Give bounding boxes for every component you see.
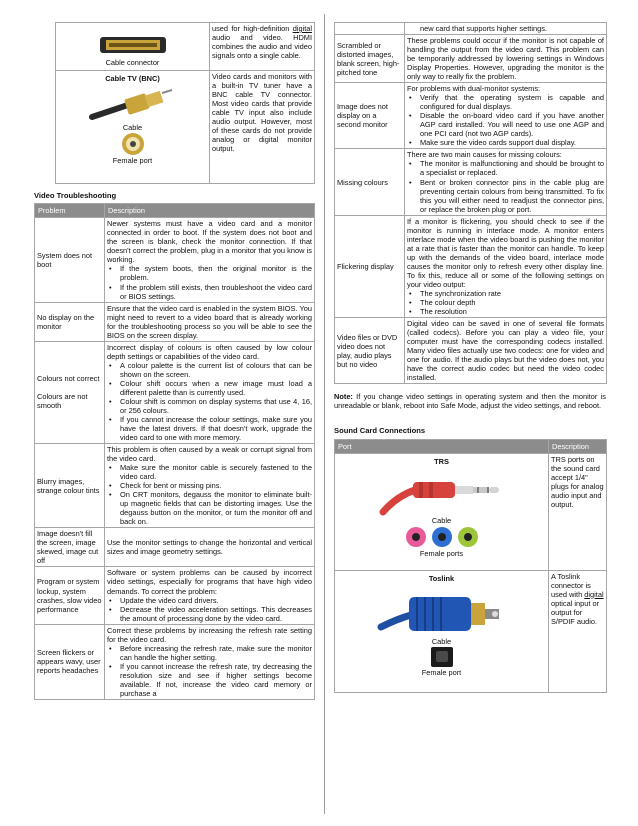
problem-cell — [35, 528, 105, 567]
sound-description-column-header: Description — [549, 439, 607, 453]
table-row — [35, 218, 315, 302]
description-text: Use the monitor settings to change the horizontal and vertical sizes and image geometry settings. — [107, 538, 312, 557]
description-cell — [105, 218, 315, 302]
bullet-item: • The colour depth — [407, 298, 604, 307]
description-text: For problems with dual-monitor systems: — [407, 84, 541, 94]
table-row — [335, 149, 607, 215]
right-column — [334, 22, 606, 693]
problem-label: No display on the monitor — [37, 312, 95, 331]
toslink-title: Toslink — [428, 573, 455, 583]
description-cell — [405, 83, 607, 149]
hdmi-connector-image — [98, 32, 168, 58]
bullet-item: • Colour shift is common on display systems that use 4, 16, or 256 colours. — [107, 397, 312, 415]
toslink-cable-image — [377, 583, 507, 637]
description-cell — [105, 567, 315, 624]
problem-cell — [35, 624, 105, 699]
hdmi-desc-pre: used for high-definition — [212, 24, 293, 33]
sound-card-heading: Sound Card Connections — [334, 426, 426, 436]
bullet-list — [107, 361, 312, 442]
bullet-item: • If the system boots, then the original monitor is the problem. — [107, 264, 312, 282]
table-row — [335, 215, 607, 317]
description-text: Software or system problems can be caused by incorrect video settings, especially for programs that have high video demands. To correct the problem: — [107, 568, 312, 596]
sound-card-table — [334, 439, 607, 693]
trs-image-cell — [335, 453, 549, 570]
problem-label: Flickering display — [337, 261, 394, 271]
video-table-header — [35, 204, 315, 218]
description-cell — [105, 528, 315, 567]
video-troubleshooting-heading: Video Troubleshooting — [34, 191, 117, 200]
problem-label: System does not boot — [37, 250, 93, 269]
continuation-text: new card that supports higher settings. — [405, 23, 607, 35]
description-text: This problem is often caused by a weak or corrupt signal from the video card. — [107, 445, 312, 464]
problem-label: Blurry images, strange colour tints — [37, 476, 100, 495]
bnc-female-label: Female port — [112, 156, 153, 166]
bullet-item: • Make sure the video cards support dual display. — [407, 138, 604, 147]
trs-title: TRS — [434, 456, 449, 466]
problem-label: Missing colours — [337, 177, 388, 187]
toslink-female-label: Female port — [421, 667, 462, 677]
problem-cell — [335, 215, 405, 317]
description-cell — [405, 35, 607, 83]
bullet-item: • The monitor is malfunctioning and should be brought to a specialist or replaced. — [407, 159, 604, 177]
table-row — [35, 624, 315, 699]
problem-cell — [35, 218, 105, 302]
bullet-item: • Check for bent or missing pins. — [107, 481, 312, 490]
bullet-item: • Update the video card drivers. — [107, 596, 312, 605]
hdmi-digital-link[interactable]: digital — [292, 24, 312, 33]
toslink-desc-pre: A Toslink connector is used with — [551, 571, 591, 599]
bullet-list — [107, 644, 312, 698]
problem-label: Image does not display on a second monitor — [337, 102, 388, 130]
bullet-item: • If you cannot increase the refresh rate, try decreasing the resolution size and see if higher settings become available. If not, increase the video card memory or purchase a — [107, 662, 312, 698]
problem-label: Video files or DVD video does not play, audio plays but no video — [337, 332, 398, 369]
bullet-list — [407, 289, 604, 316]
video-troubleshooting-table-continued — [334, 22, 607, 384]
hdmi-description — [210, 23, 315, 71]
description-cell — [105, 624, 315, 699]
description-text: Incorrect display of colours is often caused by low colour depth settings or capabilities of the video card. — [107, 342, 312, 361]
video-right-rows — [335, 35, 607, 384]
problem-label-secondary: Colours are not smooth — [37, 392, 88, 411]
problem-label: Scrambled or distorted images, blank screen, high-pitched tone — [337, 40, 400, 77]
problem-cell — [35, 341, 105, 443]
video-note — [334, 392, 606, 410]
problem-column-header: Problem — [35, 204, 105, 218]
bnc-female-port-image — [119, 132, 147, 156]
bnc-cable-image — [88, 83, 178, 123]
column-divider — [324, 14, 325, 814]
video-troubleshooting-table — [34, 203, 315, 700]
description-column-header: Description — [105, 204, 315, 218]
toslink-desc-post: optical input or output for S/PDIF audio. — [551, 598, 600, 626]
bullet-item: • If the problem still exists, then troubleshoot the video card or BIOS settings. — [107, 283, 312, 301]
bullet-item: • The synchronization rate — [407, 289, 604, 298]
hdmi-row — [56, 23, 315, 71]
problem-cell — [35, 444, 105, 528]
bullet-item: • Make sure the monitor cable is securely fastened to the video card. — [107, 463, 312, 481]
table-row — [35, 528, 315, 567]
sound-table-header — [335, 439, 607, 453]
description-cell — [405, 317, 607, 383]
bnc-title: Cable TV (BNC) — [105, 74, 160, 83]
description-text: Digital video can be saved in one of several file formats (called codecs). Before you can play a video file, your computer must have the corresponding codecs installed. Many video files actually use two codecs: one for video and one for audio. If the audio plays but the video does not, you have the correct audio codec but need the video codec installed. — [407, 318, 604, 383]
toslink-cable-label: Cable — [431, 636, 452, 646]
note-text: If you change video settings in operating system and then the monitor is unreadable or blank, reboot into Safe Mode, adjust the video settings, and reboot. — [334, 392, 606, 411]
trs-cable-label: Cable — [431, 515, 452, 525]
table-row — [35, 567, 315, 624]
table-row — [35, 444, 315, 528]
toslink-digital-link[interactable]: digital — [584, 589, 604, 599]
trs-female-ports-image — [404, 525, 480, 549]
bullet-list — [107, 596, 312, 623]
problem-cell — [335, 149, 405, 215]
toslink-row — [335, 570, 607, 692]
note-label: Note: — [334, 392, 353, 402]
hdmi-desc-post: audio and video. HDMI combines the audio and video signals onto a single cable. — [212, 33, 312, 61]
hdmi-caption: Cable connector — [105, 57, 160, 67]
bullet-item: • Before increasing the refresh rate, make sure the monitor can handle the higher setting. — [107, 644, 312, 662]
bullet-list — [407, 93, 604, 147]
trs-female-label: Female ports — [419, 548, 464, 558]
toslink-description — [549, 570, 607, 692]
description-cell — [105, 302, 315, 341]
bnc-row — [56, 71, 315, 184]
bullet-item: • If you cannot increase the colour settings, make sure you have the latest drivers. If that doesn't work, upgrade the video card to one with more memory. — [107, 415, 312, 442]
problem-cell — [335, 35, 405, 83]
description-cell — [105, 341, 315, 443]
bullet-item: • Disable the on-board video card if you have another AGP card installed. You will need to use one AGP and one PCI card (not two AGP cards). — [407, 111, 604, 138]
left-column — [34, 22, 314, 700]
bullet-item: • Colour shift occurs when a new image must load a different palette than is currently used. — [107, 379, 312, 397]
problem-cell — [335, 83, 405, 149]
problem-cell — [35, 302, 105, 341]
hdmi-image-cell — [56, 23, 210, 71]
bullet-item: • The resolution — [407, 307, 604, 316]
video-left-rows — [35, 218, 315, 700]
description-cell — [405, 215, 607, 317]
problem-label: Colours not correct — [37, 374, 100, 384]
table-row — [35, 341, 315, 443]
video-connectors-table — [55, 22, 315, 184]
bullet-item: • Decrease the video acceleration settings. This decreases the amount of processing done by the video card. — [107, 605, 312, 623]
table-row — [335, 35, 607, 83]
description-text: Correct these problems by increasing the refresh rate setting for the video card. — [107, 625, 312, 644]
trs-cable-image — [377, 466, 507, 516]
table-row — [335, 83, 607, 149]
bullet-item: • Bent or broken connector pins in the cable plug are preventing certain colours from being transmitted. To fix this you will either need to readjust the connector pins, or replace the broken plug or port. — [407, 178, 604, 214]
bullet-item: • A colour palette is the current list of colours that can be shown on the screen. — [107, 361, 312, 379]
bullet-item: • On CRT monitors, degauss the monitor to eliminate built-up magnetic fields that can be distorting images. Use the degauss button on the monitor, or turn the monitor off and back on. — [107, 490, 312, 526]
bullet-list — [407, 159, 604, 213]
description-cell — [405, 149, 607, 215]
description-text: Ensure that the video card is enabled in the system BIOS. You might need to revert to a video board that is already working for the troubleshooting process so you will be able to see the BIOS on the screen display. — [107, 303, 312, 340]
description-text: There are two main causes for missing colours: — [407, 150, 562, 160]
description-cell — [105, 444, 315, 528]
trs-row — [335, 453, 607, 570]
description-text: These problems could occur if the monitor is not capable of handling the output from the video card. This problem can be temporarily addressed by lowering settings in Windows Display Properties. However, upgrading the monitor is the only way to really fix the problem. — [407, 36, 604, 82]
table-row — [35, 302, 315, 341]
problem-label: Program or system lockup, system crashes, slow video performance — [37, 577, 102, 614]
port-column-header: Port — [335, 439, 549, 453]
problem-cell — [35, 567, 105, 624]
problem-label: Screen flickers or appears wavy, user reports headaches — [37, 648, 101, 676]
description-text: If a monitor is flickering, you should check to see if the monitor is running in interlace mode. A monitor enters interlace mode when the video board is pushing the monitor at a rate that is faster than the monitor can handle. To keep up with the demands of the video board, interlace mode causes the monitor only to refresh every other display line. To fix this, reduce all or some of the following settings on your video output: — [407, 216, 604, 289]
problem-label: Image doesn't fill the screen, image skewed, image cut off — [37, 529, 99, 566]
toslink-female-port-image — [430, 646, 454, 668]
trs-description: TRS ports on the sound card accept 1/4" plugs for analog audio input and output. — [549, 453, 607, 570]
table-row — [335, 23, 607, 35]
description-text: Newer systems must have a video card and a monitor connected in order to boot. If the system does not boot and the screen is blank, check the monitor connection. If that doesn't correct the problem, plug in a monitor that you know is working. — [107, 219, 312, 265]
bnc-cable-label: Cable — [122, 123, 143, 133]
bnc-image-cell — [56, 71, 210, 184]
bullet-list — [107, 264, 312, 300]
problem-cell — [335, 23, 405, 35]
toslink-image-cell — [335, 570, 549, 692]
table-row — [335, 317, 607, 383]
bullet-list — [107, 463, 312, 526]
problem-cell — [335, 317, 405, 383]
bnc-description: Video cards and monitors with a built-in TV tuner have a BNC cable TV connector. Most video cards that provide cable TV input also include audio output. However, most of these cards do not provide analog or digital monitor output. — [210, 71, 315, 184]
bullet-item: • Verify that the operating system is capable and configured for dual displays. — [407, 93, 604, 111]
